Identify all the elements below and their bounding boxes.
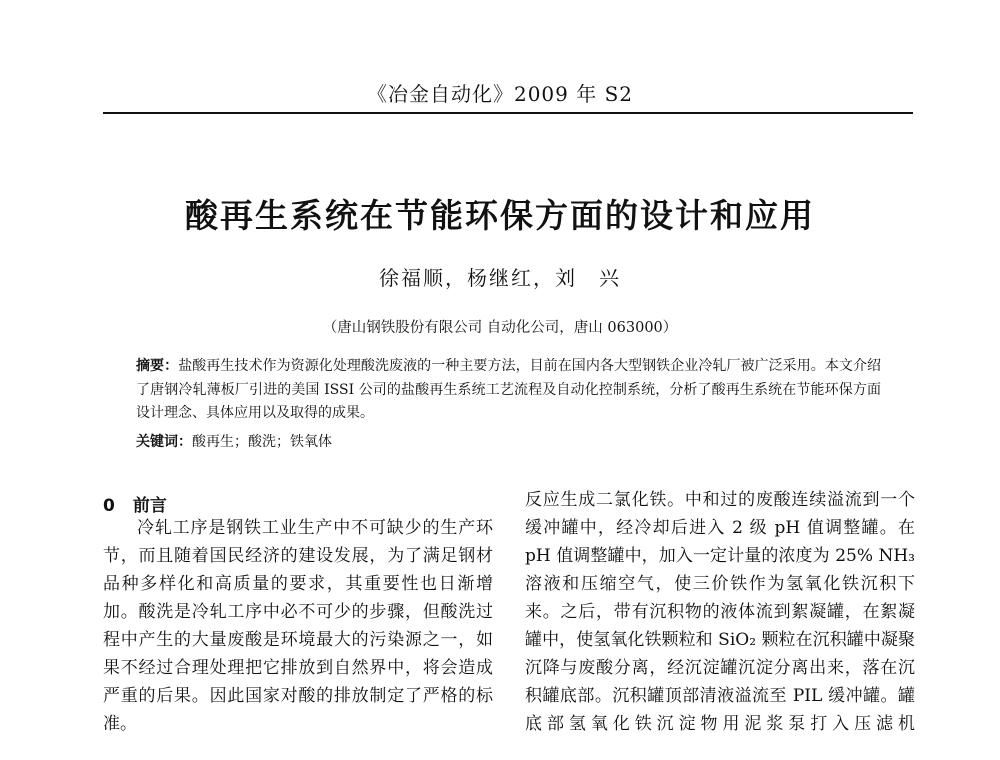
left-column xyxy=(103,514,493,738)
right-paragraph: 反应生成二氯化铁。中和过的废酸连续溢流到一个缓冲罐中，经冷却后进入 2 级 pH 值调整罐。在 pH 值调整罐中，加入一定计量的浓度为 25% NH₃ 溶液和压缩空气，使三价铁作为氢氧化铁沉积下来。之后，带有沉积物的液体流到絮凝罐，在絮凝罐中，使氢氧化铁颗粒和 SiO₂ 颗粒在沉积罐中凝聚沉降与废酸分离，经沉淀罐沉淀分离出来，落在沉积罐底部。沉积罐顶部清液溢流至 PIL 缓冲罐。罐底部氢氧化铁沉淀物用泥浆泵打入压滤机 xyxy=(525,490,915,734)
section-title: 前言 xyxy=(132,496,167,516)
paper-affiliation: （唐山钢铁股份有限公司 自动化公司，唐山 063000） xyxy=(322,320,678,336)
abstract-label: 摘要： xyxy=(136,358,179,374)
abstract xyxy=(136,355,881,426)
journal-header: 《冶金自动化》2009 年 S2 xyxy=(366,82,634,106)
paper-title: 酸再生系统在节能环保方面的设计和应用 xyxy=(185,196,815,235)
abstract-text: 盐酸再生技术作为资源化处理酸洗废液的一种主要方法，目前在国内各大型钢铁企业冷轧厂被广泛采用。本文介绍了唐钢冷轧薄板厂引进的美国 ISSI 公司的盐酸再生系统工艺流程及自动化控制系统，分析了酸再生系统在节能环保方面设计理念、具体应用以及取得的成果。 xyxy=(136,358,882,421)
section-heading xyxy=(103,491,167,516)
paper-authors: 徐福顺，杨继红，刘 兴 xyxy=(379,266,621,290)
keywords-text: 酸再生；酸洗；铁氧体 xyxy=(192,434,332,450)
header-rule xyxy=(103,112,913,114)
keywords-label: 关键词： xyxy=(136,434,192,450)
right-column xyxy=(525,486,915,738)
left-paragraph: 冷轧工序是钢铁工业生产中不可缺少的生产环节，而且随着国民经济的建设发展，为了满足钢材品种多样化和高质量的要求，其重要性也日渐增加。酸洗是冷轧工序中必不可少的步骤，但酸洗过程中产生的大量废酸是环境最大的污染源之一，如果不经过合理处理把它排放到自然界中，将会造成严重的后果。因此国家对酸的排放制定了严格的标准。 xyxy=(103,518,493,734)
section-number: 0 xyxy=(103,496,115,516)
keywords xyxy=(136,431,881,453)
